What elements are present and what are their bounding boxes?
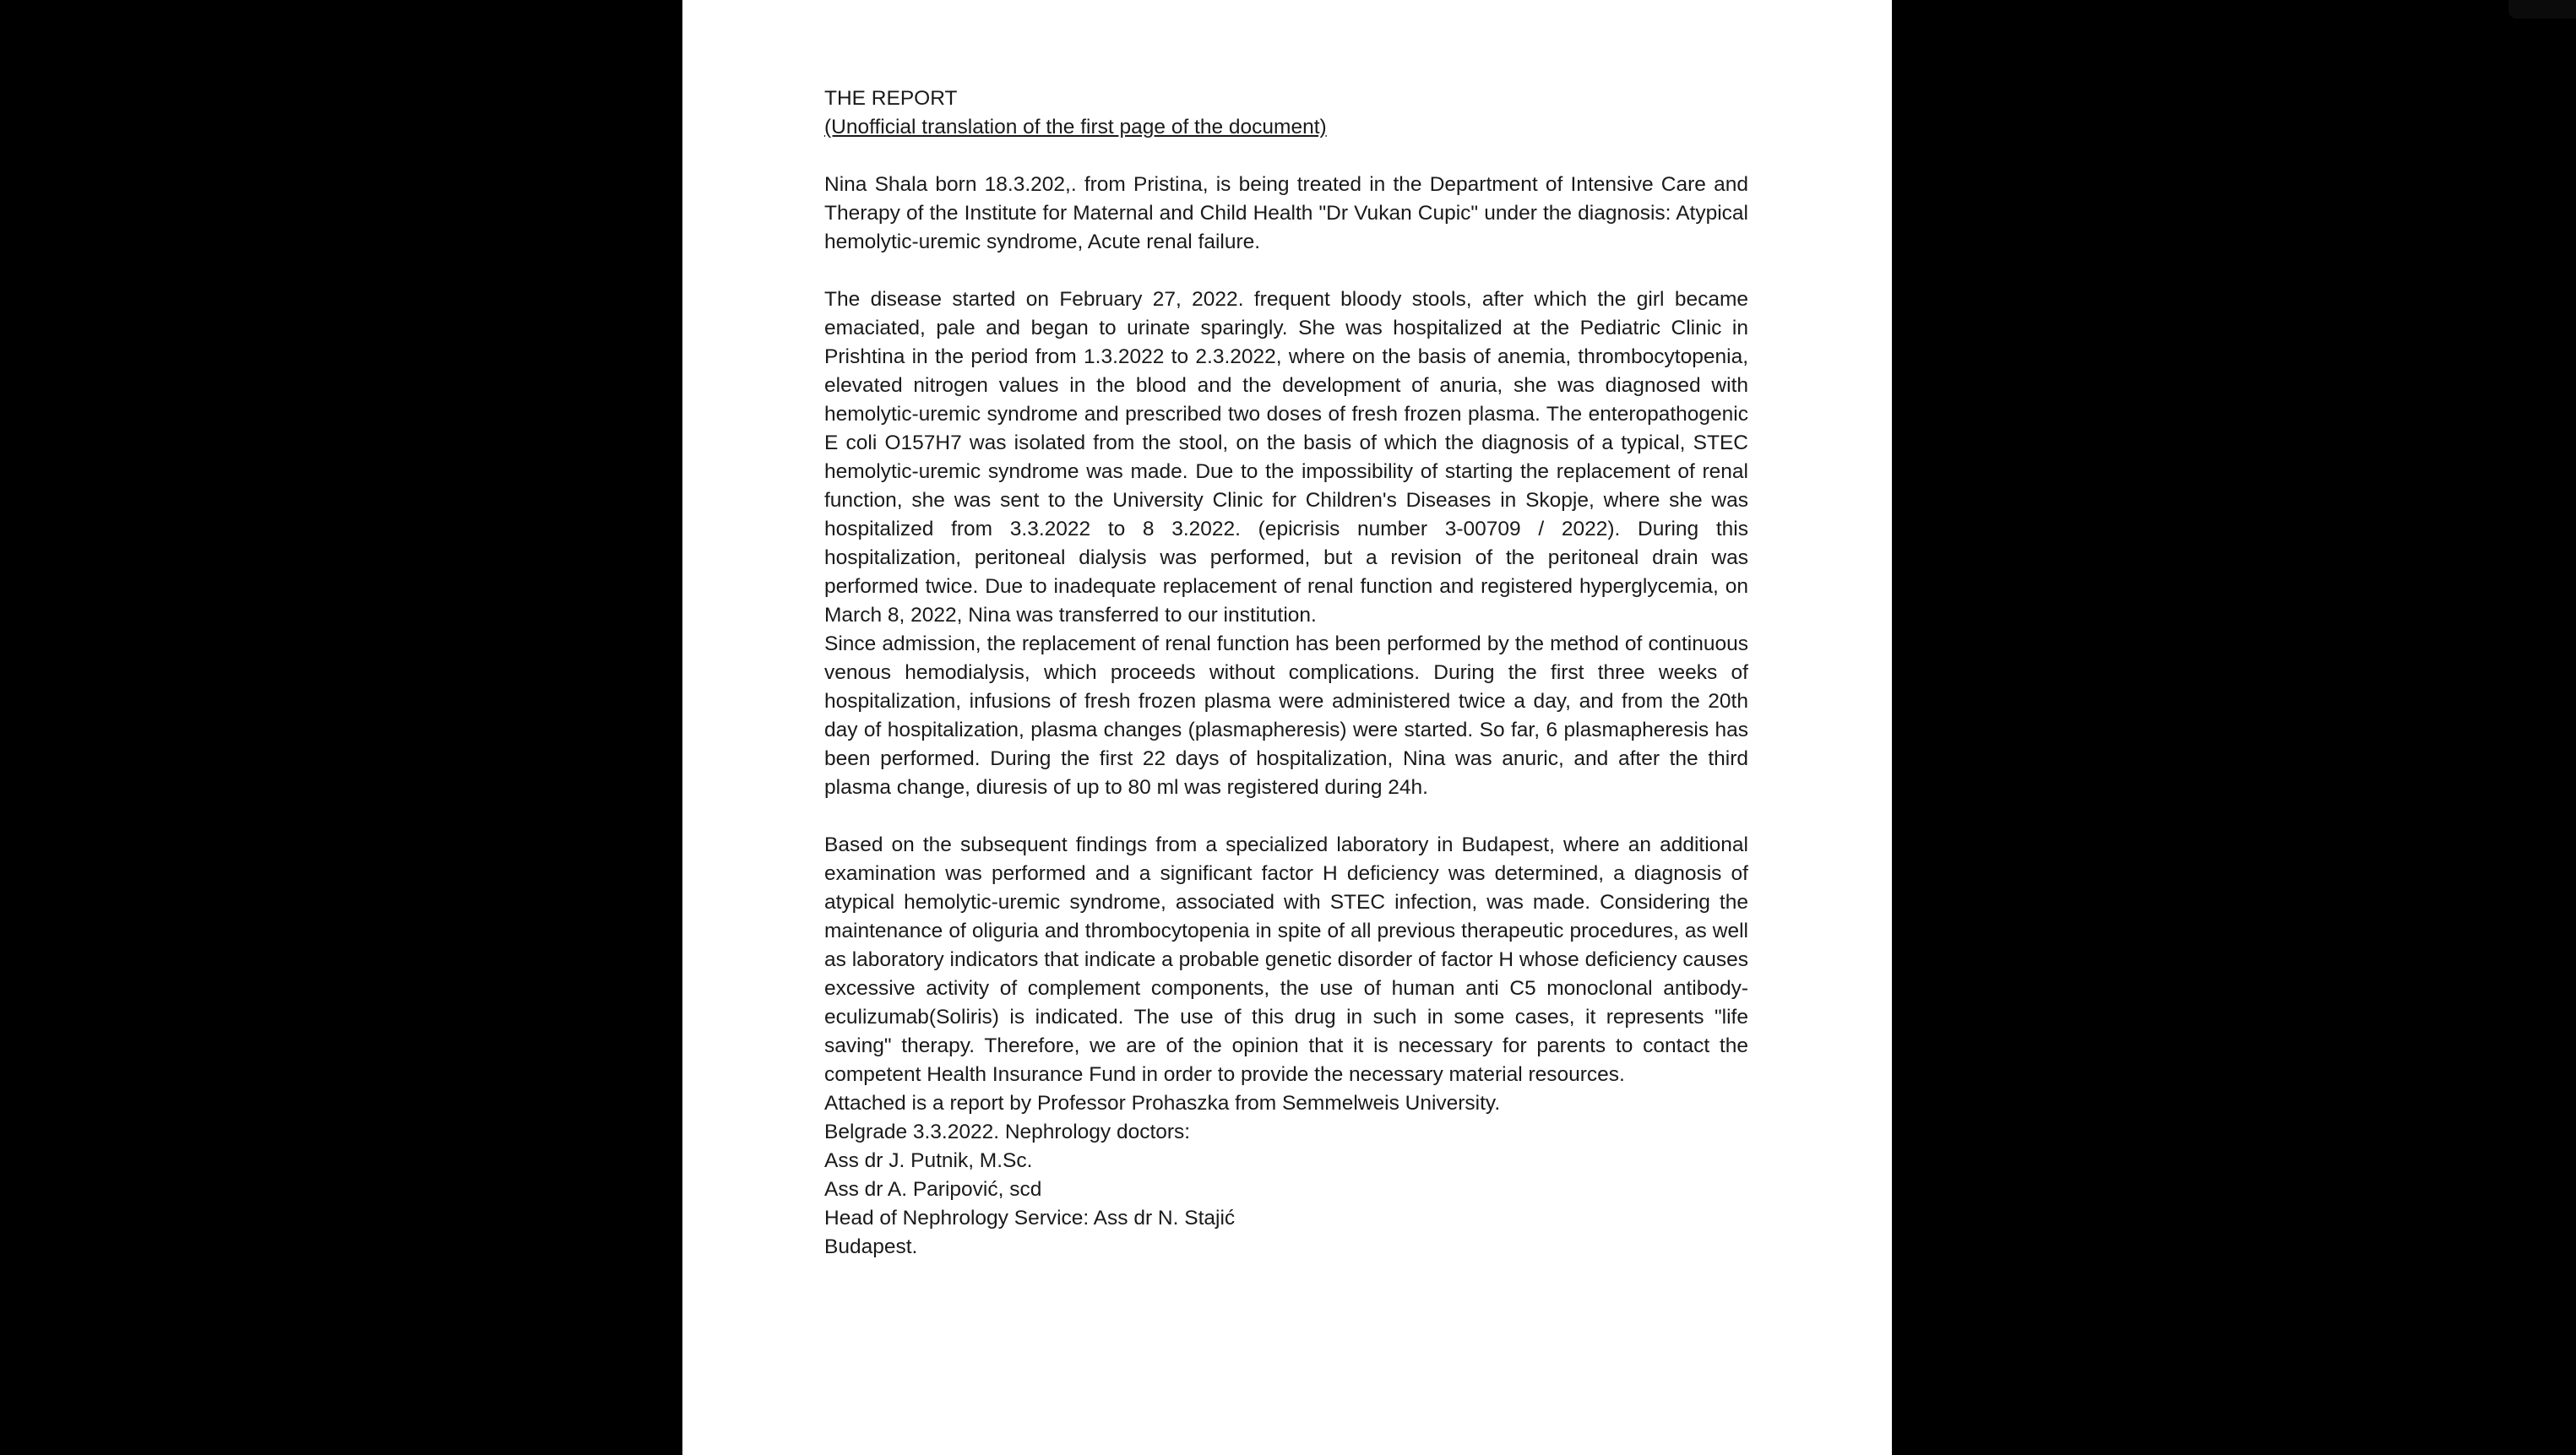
paragraph-diagnosis-recommendation: Based on the subsequent findings from a specialized laboratory in Budapest, where an additional examination was performed and a significant factor H deficiency was determined, a diagnosis of atypical hemolytic-uremic syndrome, associated with STEC infection, was made. Considering the maintenance of oliguria and thrombocytopenia in spite of all previous therapeutic procedures, as well as laboratory indicators that indicate a probable genetic disorder of factor H whose deficiency causes excessive activity of complement components, the use of human anti C5 monoclonal antibody-eculizumab(Soliris) is indicated. The use of this drug in such in some cases, it represents "life saving" therapy. Therefore, we are of the opinion that it is necessary for parents to contact the competent Health Insurance Fund in order to provide the necessary material resources. (824, 833, 1748, 1086)
closing-line-city: Budapest. (824, 1235, 918, 1258)
closing-line-head-of-service: Head of Nephrology Service: Ass dr N. Stajić (824, 1207, 1236, 1230)
closing-line-doctor-paripovic: Ass dr A. Paripović, scd (824, 1178, 1042, 1201)
paragraph-admission-treatment: Since admission, the replacement of renal function has been performed by the method of continuous venous hemodialysis, which proceeds without complications. During the first three weeks of hospitalization, infusions of fresh frozen plasma were administered twice a day, and from the 20th day of hospitalization, plasma changes (plasmapheresis) were started. So far, 6 plasmapheresis has been performed. During the first 22 days of hospitalization, Nina was anuric, and after the third plasma change, diuresis of up to 80 ml was registered during 24h. (824, 632, 1748, 799)
document-content (824, 84, 1748, 1262)
closing-line-attachment: Attached is a report by Professor Prohaszka from Semmelweis University. (824, 1092, 1501, 1115)
document-title: THE REPORT (824, 87, 958, 110)
paragraph-patient-info: Nina Shala born 18.3.202,. from Pristina, is being treated in the Department of Intensive Care and Therapy of the Institute for Maternal and Child Health "Dr Vukan Cupic" under the diagnosis: Atypical hemolytic-uremic syndrome, Acute renal failure. (824, 173, 1748, 253)
document-page (682, 0, 1892, 1455)
closing-line-place-date: Belgrade 3.3.2022. Nephrology doctors: (824, 1121, 1191, 1143)
paragraph-disease-history: The disease started on February 27, 2022. frequent bloody stools, after which the girl became emaciated, pale and began to urinate sparingly. She was hospitalized at the Pediatric Clinic in Prishtina in the period from 1.3.2022 to 2.3.2022, where on the basis of anemia, thrombocytopenia, elevated nitrogen values in the blood and the development of anuria, she was diagnosed with hemolytic-uremic syndrome and prescribed two doses of fresh frozen plasma. The enteropathogenic E coli O157H7 was isolated from the stool, on the basis of which the diagnosis of a typical, STEC hemolytic-uremic syndrome was made. Due to the impossibility of starting the replacement of renal function, she was sent to the University Clinic for Children's Diseases in Skopje, where she was hospitalized from 3.3.2022 to 8 3.2022. (epicrisis number 3-00709 / 2022). During this hospitalization, peritoneal dialysis was performed, but a revision of the peritoneal drain was performed twice. Due to inadequate replacement of renal function and registered hyperglycemia, on March 8, 2022, Nina was transferred to our institution. (824, 288, 1748, 627)
corner-overlay (2508, 0, 2576, 19)
closing-line-doctor-putnik: Ass dr J. Putnik, M.Sc. (824, 1149, 1033, 1172)
document-subtitle: (Unofficial translation of the first page of the document) (824, 116, 1327, 138)
